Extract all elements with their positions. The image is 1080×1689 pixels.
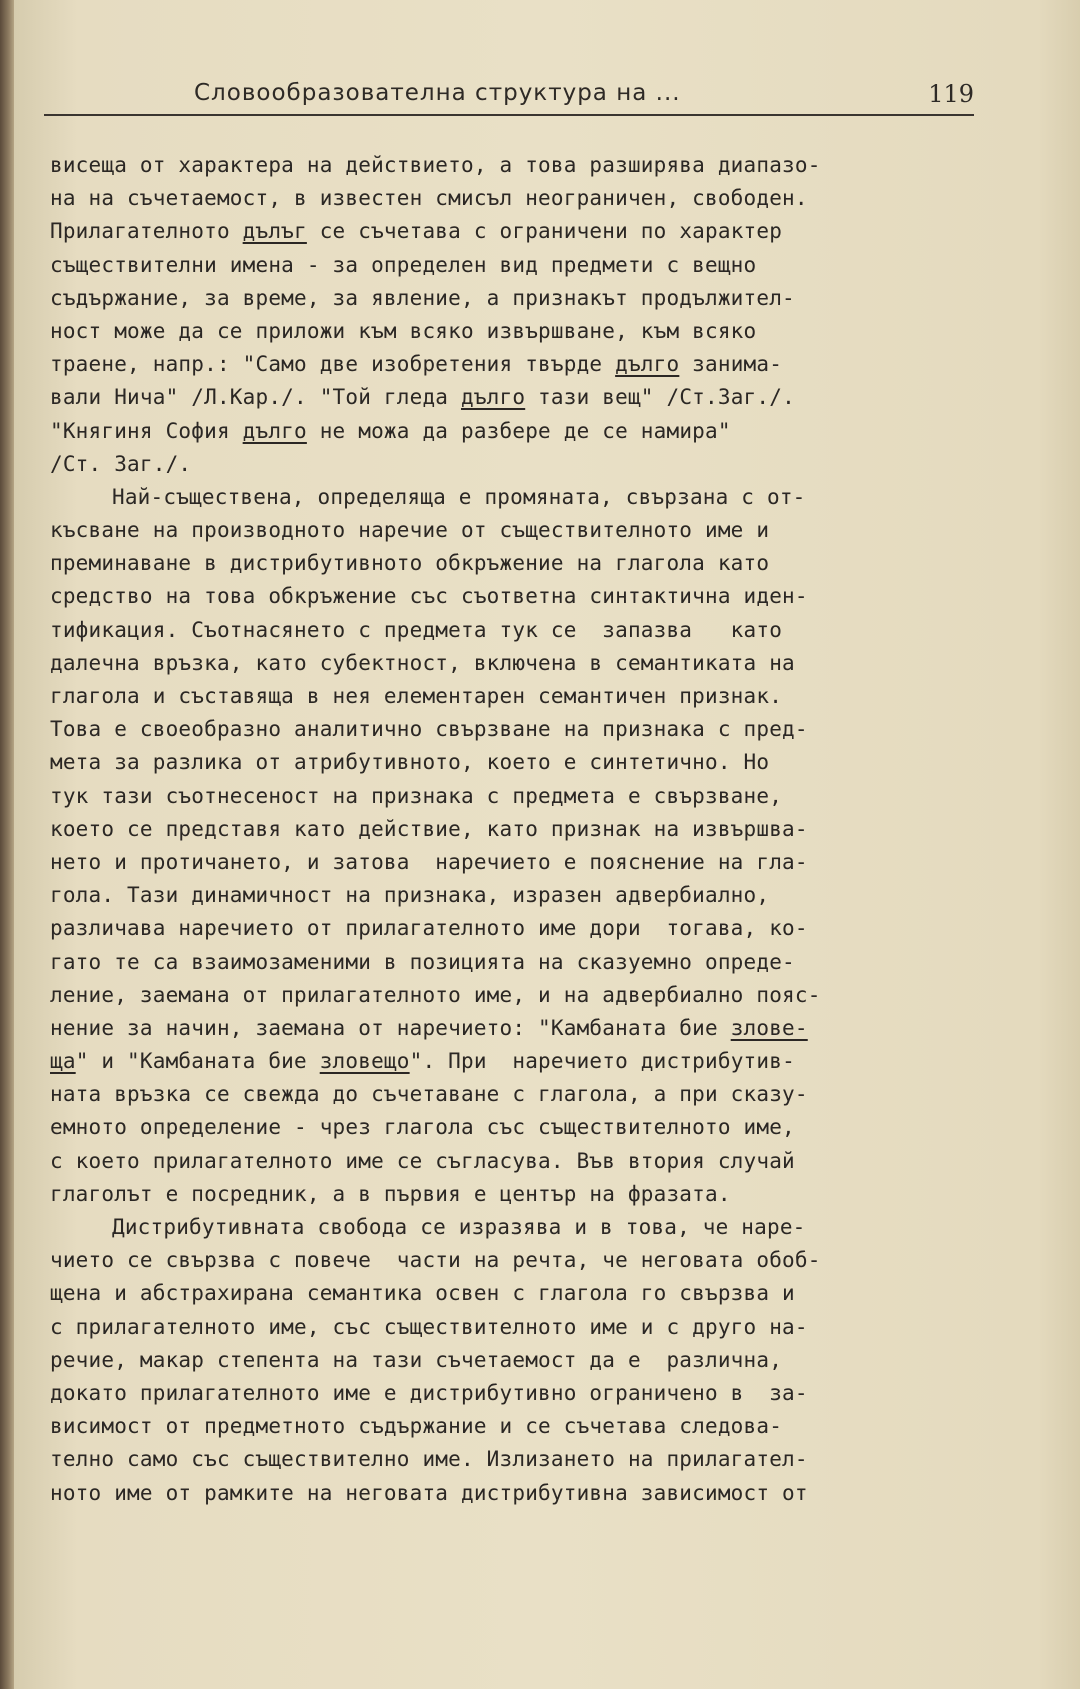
- text-segment: гато те са взаимозаменими в позицията на сказуемно опреде-: [50, 949, 795, 974]
- text-line: [50, 1145, 990, 1178]
- text-line: [50, 713, 990, 746]
- text-segment: Най-съществена, определяща е промяната, свързана с от-: [112, 484, 806, 509]
- text-line: [50, 1311, 990, 1344]
- text-segment: речие, макар степента на тази съчетаемост да е различна,: [50, 1347, 783, 1372]
- text-line: [50, 614, 990, 647]
- text-line: [50, 1111, 990, 1144]
- text-segment: далечна връзка, като субектност, включена в семантиката на: [50, 650, 795, 675]
- underlined-word: ща: [50, 1049, 76, 1074]
- text-segment: съществителни имена - за определен вид предмети с вещно: [50, 252, 757, 277]
- text-segment: Дистрибутивната свобода се изразява и в това, че наре-: [112, 1215, 806, 1239]
- text-segment: /Ст. Заг./.: [50, 451, 192, 476]
- text-segment: тук тази съотнесеност на признака с предмета е свързване,: [50, 783, 783, 808]
- text-segment: с което прилагателното име се съгласува. Във втория случай: [50, 1148, 795, 1173]
- text-line: [50, 215, 990, 248]
- running-title: Словообразователна структура на ...: [194, 80, 681, 106]
- text-line: [50, 846, 990, 879]
- text-line: [50, 282, 990, 315]
- text-line: [50, 1178, 990, 1211]
- text-segment: траене, напр.: "Само две изобретения твърде: [50, 352, 616, 377]
- text-line: [50, 1045, 990, 1078]
- text-line: [50, 1443, 990, 1476]
- text-line: [50, 1012, 990, 1045]
- text-segment: Прилагателното: [50, 219, 243, 244]
- text-line: [50, 1078, 990, 1111]
- running-header: [44, 80, 974, 116]
- text-segment: тификация. Съотнасянето с предмета тук се запазва като: [50, 617, 783, 642]
- text-segment: " и "Камбаната бие: [75, 1049, 320, 1074]
- text-segment: ". При наречието дистрибутив-: [409, 1049, 795, 1074]
- text-segment: различава наречието от прилагателното име дори тогава, ко-: [50, 916, 808, 941]
- text-line: [50, 912, 990, 945]
- underlined-word: зловещо: [319, 1049, 410, 1074]
- text-line: [50, 580, 990, 613]
- text-line: [50, 381, 990, 414]
- text-line: [50, 481, 990, 514]
- text-line: [50, 1344, 990, 1377]
- text-segment: тази вещ" /Ст.Заг./.: [525, 385, 795, 410]
- text-line: [50, 946, 990, 979]
- text-segment: занима-: [679, 352, 783, 377]
- text-line: [50, 680, 990, 713]
- text-line: [50, 1211, 990, 1244]
- text-line: [50, 1244, 990, 1277]
- text-segment: емното определение - чрез глагола със съществителното име,: [50, 1115, 795, 1140]
- text-segment: мета за разлика от атрибутивното, което е синтетично. Но: [50, 750, 770, 775]
- text-segment: щена и абстрахирана семантика освен с глагола го свързва и: [50, 1281, 795, 1306]
- text-segment: късване на производното наречие от съществителното име и: [50, 518, 770, 543]
- text-segment: ление, заемана от прилагателното име, и на адвербиално пояс-: [50, 982, 821, 1007]
- text-segment: глагола и съставяща в нея елементарен семантичен признак.: [50, 684, 783, 708]
- text-line: [50, 813, 990, 846]
- text-segment: не можа да разбере де се намира": [306, 418, 731, 443]
- text-line: [50, 1477, 990, 1510]
- underlined-word: дълъг: [242, 219, 307, 244]
- text-line: [50, 149, 990, 182]
- text-line: [50, 249, 990, 282]
- text-segment: средство на това обкръжение със съответна синтактична иден-: [50, 584, 808, 609]
- underlined-word: злове-: [730, 1015, 808, 1040]
- text-segment: висимост от предметното съдържание и се съчетава следова-: [50, 1414, 783, 1439]
- text-line: [50, 746, 990, 779]
- text-line: [50, 780, 990, 813]
- underlined-word: дълго: [460, 385, 526, 410]
- text-segment: се съчетава с ограничени по характер: [306, 219, 783, 244]
- text-segment: на на съчетаемост, в известен смисъл неограничен, свободен.: [50, 186, 808, 211]
- text-line: [50, 514, 990, 547]
- text-line: [50, 315, 990, 348]
- text-segment: телно само със съществително име. Излизането на прилагател-: [50, 1447, 808, 1472]
- text-segment: чието се свързва с повече части на речта, че неговата обоб-: [50, 1248, 821, 1273]
- text-line: [50, 547, 990, 580]
- text-segment: съдържание, за време, за явление, а признакът продължител-: [50, 285, 795, 310]
- text-line: [50, 979, 990, 1012]
- body-text: [50, 149, 990, 1510]
- text-line: [50, 348, 990, 381]
- text-line: [50, 448, 990, 481]
- text-segment: вали Нича" /Л.Кар./. "Той гледа: [50, 385, 461, 410]
- text-line: [50, 647, 990, 680]
- text-segment: ната връзка се свежда до съчетаване с глагола, а при сказу-: [50, 1082, 808, 1107]
- text-line: [50, 415, 990, 448]
- book-spine-shadow: [0, 0, 14, 1689]
- text-segment: докато прилагателното име е дистрибутивно ограничено в за-: [50, 1380, 808, 1405]
- text-segment: глаголът е посредник, а в първия е център на фразата.: [50, 1181, 731, 1206]
- underlined-word: дълго: [242, 418, 307, 443]
- text-line: [50, 182, 990, 215]
- book-page: [14, 0, 1080, 1689]
- text-segment: ност може да се приложи към всяко извършване, към всяко: [50, 318, 757, 343]
- text-segment: Това е своеобразно аналитично свързване на признака с пред-: [50, 717, 808, 742]
- text-segment: преминаване в дистрибутивното обкръжение на глагола като: [50, 551, 770, 576]
- text-line: [50, 1277, 990, 1310]
- text-segment: гола. Тази динамичност на признака, изразен адвербиално,: [50, 883, 770, 908]
- text-segment: нето и протичането, и затова наречието е пояснение на гла-: [50, 849, 808, 874]
- text-segment: нение за начин, заемана от наречието: "Камбаната бие: [50, 1015, 731, 1040]
- text-line: [50, 879, 990, 912]
- text-line: [50, 1377, 990, 1410]
- text-segment: "Княгиня София: [50, 418, 243, 443]
- text-segment: висеща от характера на действието, а това разширява диапазо-: [50, 153, 821, 177]
- text-line: [50, 1410, 990, 1443]
- text-segment: с прилагателното име, със съществителното име и с друго на-: [50, 1314, 808, 1339]
- text-segment: което се представя като действие, като признак на извършва-: [50, 816, 808, 841]
- text-segment: ното име от рамките на неговата дистрибутивна зависимост от: [50, 1480, 808, 1505]
- underlined-word: дълго: [615, 352, 680, 377]
- page-number: 119: [928, 80, 974, 108]
